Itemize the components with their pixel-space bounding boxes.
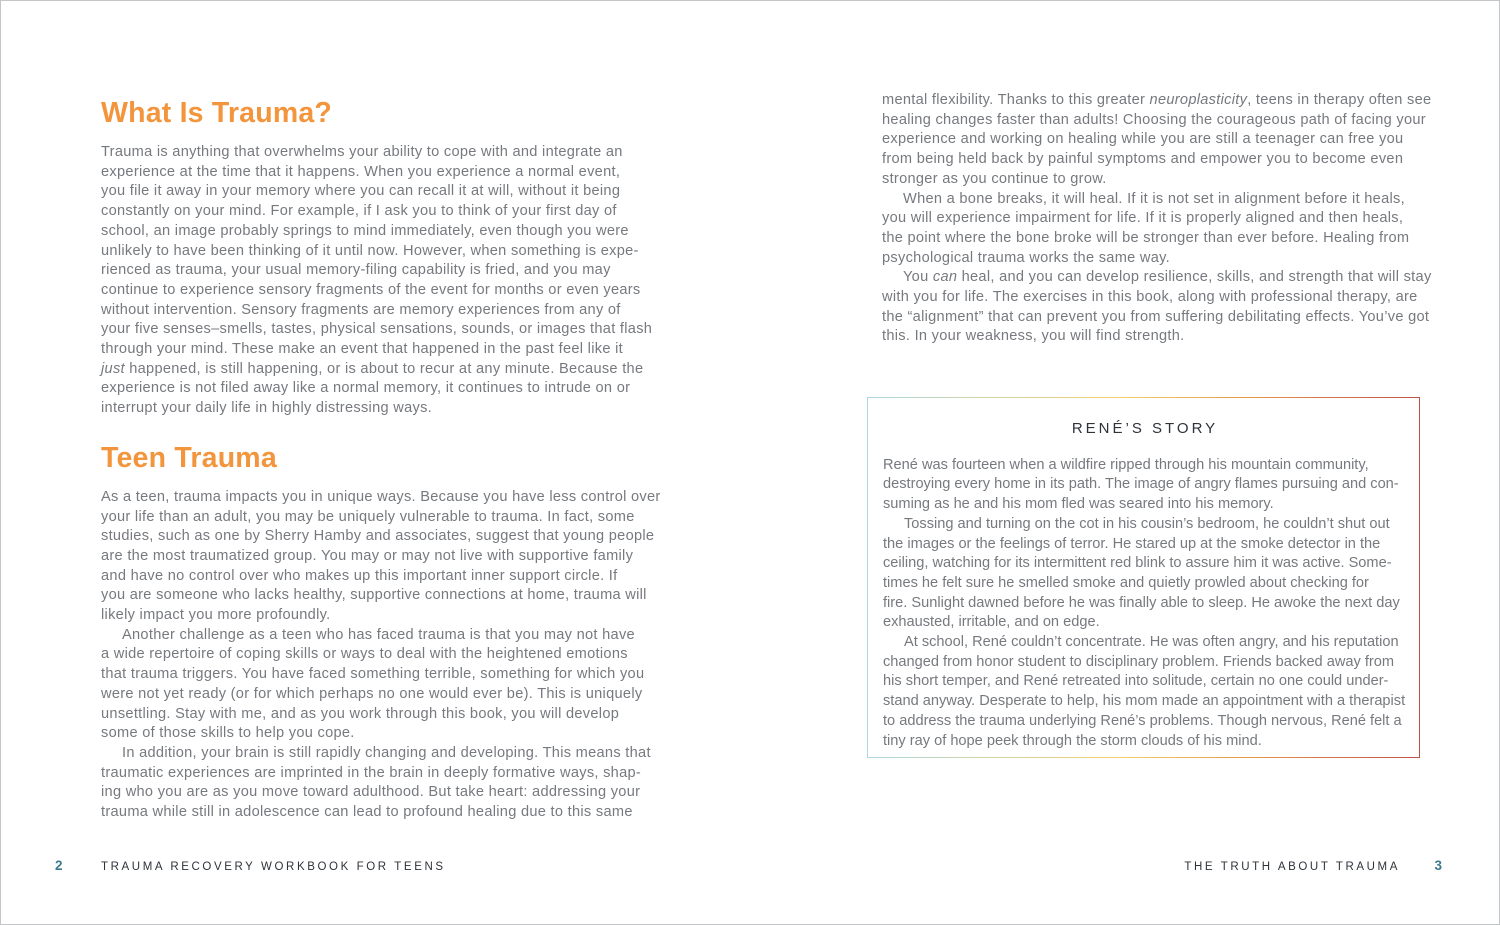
body-paragraph: Another challenge as a teen who has faced trauma is that you may not have a wide repertoire of coping skills or ways to deal with the heightened emotions that trauma triggers. You have faced something terrible, something for which you were not yet ready (or for which perhaps no one would ever be). This is uniquely unsettling. Stay with me, and as you work through this book, you will develop some of those skills to help you cope. — [101, 626, 645, 742]
right-page-number: 3 — [1434, 858, 1442, 873]
section-heading: What Is Trauma? — [101, 97, 333, 129]
body-paragraph: When a bone breaks, it will heal. If it is not set in alignment before it heals, you will experience impairment for life. If it is properly aligned and then heals, the point where the bone broke will be stronger than ever before. Healing from psychological trauma works the same way. — [882, 190, 1410, 266]
section-heading: Teen Trauma — [101, 441, 277, 474]
body-paragraph: At school, René couldn’t concentrate. He was often angry, and his reputation changed from honor student to disciplinary problem. Friends backed away from his short temper, and René retreated into solitude, certain no one could under- stand anyway. Desperate to help, his mom made an appointment with a therapist to address the trauma underlying René’s problems. Though nervous, René felt a tiny ray of hope peek through the storm clouds of his mind. — [883, 634, 1406, 749]
right-page-text-column — [882, 91, 1432, 347]
left-running-title: TRAUMA RECOVERY WORKBOOK FOR TEENS — [101, 861, 446, 873]
body-paragraph: You can heal, and you can develop resilience, skills, and strength that will stay with you for life. The exercises in this book, along with professional therapy, are the “alignment” that can prevent you from suffering debilitating effects. You’ve got this. In your weakness, you will find strength. — [882, 269, 1432, 345]
body-paragraph: René was fourteen when a wildfire ripped through his mountain community, destroying every home in its path. The image of angry flames pursuing and con- suming as he and his mom fled was seared into his memory. — [883, 456, 1399, 513]
body-paragraph: mental flexibility. Thanks to this greater neuroplasticity, teens in therapy often see healing changes faster than adults! Choosing the courageous path of facing your experience and working on healing while you are still a teenager can free you from being held back by painful symptoms and empower you to become even stronger as you continue to grow. — [882, 92, 1432, 187]
right-running-title: THE TRUTH ABOUT TRAUMA — [1184, 861, 1400, 873]
body-paragraph: Trauma is anything that overwhelms your ability to cope with and integrate an experience at the time that it happens. When you experience a normal event, you file it away in your memory where you can recall it at will, without it being constantly on your mind. For example, if I ask you to think of your first day of school, an image probably springs to mind immediately, even though you were unlikely to have been thinking of it until now. However, when something is expe- rienced as trauma, your usual memory-filing capability is fried, and you may continue to experience sensory fragments of the event for months or even years without intervention. Sensory fragments are memory experiences from any of your five senses–smells, tastes, physical sensations, sounds, or images that flash through your mind. These make an event that happened in the past feel like it just happened, is still happening, or is about to recur at any minute. Because the experience is not filed away like a normal memory, it continues to intrude on or interrupt your daily life in highly distressing ways. — [101, 144, 653, 417]
body-paragraph: Tossing and turning on the cot in his cousin’s bedroom, he couldn’t shut out the images or the feelings of terror. He stared up at the smoke detector in the ceiling, watching for its intermittent red blink to assure him it was active. Some- times he felt sure he smelled smoke and quietly prowled about checking for fire. Sunlight dawned before he was finally able to sleep. He awoke the next day exhausted, irritable, and on edge. — [883, 515, 1400, 631]
left-page-number: 2 — [55, 858, 63, 873]
story-box-text — [883, 456, 1407, 752]
body-paragraph: As a teen, trauma impacts you in unique ways. Because you have less control over your life than an adult, you may be uniquely vulnerable to trauma. In fact, some studies, such as one by Sherry Hamby and associates, suggest that young people are the most traumatized group. You may or may not live with supportive family and have no control over who makes up this important inner support circle. If you are someone who lacks healthy, supportive connections at home, trauma will likely impact you more profoundly. — [101, 488, 661, 624]
left-page-text-column — [101, 97, 661, 823]
story-box-title: RENÉ’S STORY — [1071, 420, 1219, 437]
story-callout-box — [867, 397, 1420, 758]
body-paragraph: In addition, your brain is still rapidly changing and developing. This means that traumatic experiences are imprinted in the brain in deeply formative ways, shap- ing who you are as you move toward adulthood. But take heart: addressing your trauma while still in adolescence can lead to profound healing due to this same — [101, 744, 651, 821]
